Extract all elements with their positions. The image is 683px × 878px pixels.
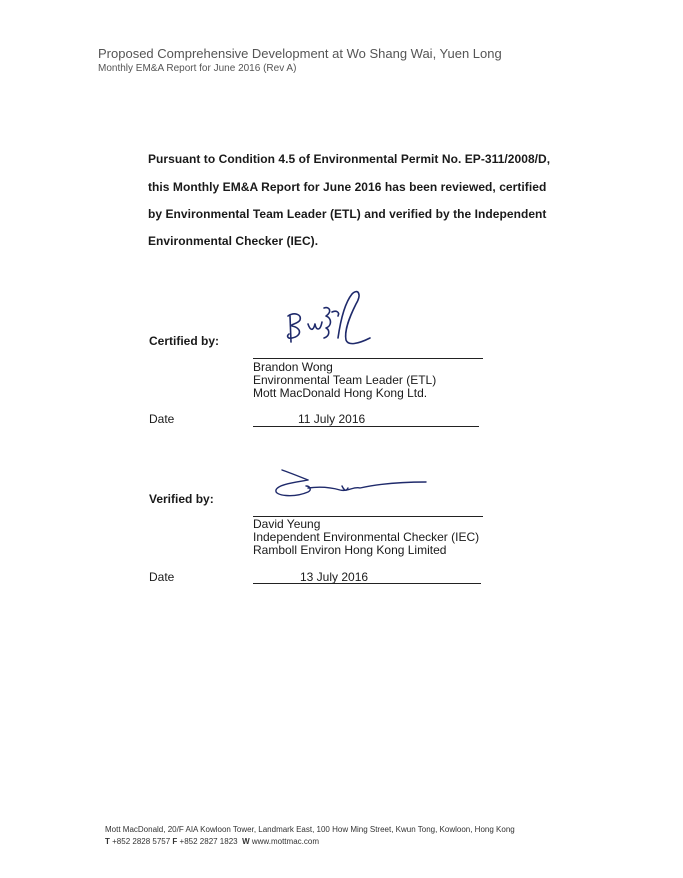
- statement-line-1: Pursuant to Condition 4.5 of Environmental Permit No. EP-311/2008/D,: [148, 152, 551, 166]
- etl-name: Brandon Wong: [253, 360, 333, 374]
- footer-web-label: W: [242, 837, 250, 846]
- statement-line-3: by Environmental Team Leader (ETL) and verified by the Independent: [148, 207, 547, 221]
- verified-date-line: [253, 583, 481, 584]
- verified-date-value: 13 July 2016: [300, 570, 369, 584]
- footer-phone-label: T: [105, 837, 110, 846]
- footer-address: Mott MacDonald, 20/F AIA Kowloon Tower, Landmark East, 100 How Ming Street, Kwun Tong, Kowloon, Hong Kong: [105, 825, 515, 834]
- footer-fax-label: F: [172, 837, 178, 846]
- certified-by-label: Certified by:: [149, 334, 220, 348]
- certified-date-label: Date: [149, 412, 175, 426]
- document-header-title: Proposed Comprehensive Development at Wo Shang Wai, Yuen Long: [98, 46, 502, 61]
- etl-role: Environmental Team Leader (ETL): [253, 373, 437, 387]
- iec-role: Independent Environmental Checker (IEC): [253, 530, 480, 544]
- iec-company: Ramboll Environ Hong Kong Limited: [253, 543, 447, 557]
- certified-date-line: [253, 426, 479, 427]
- footer-contact: [105, 837, 319, 846]
- document-header-subtitle: Monthly EM&A Report for June 2016 (Rev A): [98, 63, 297, 74]
- footer-fax: +852 2827 1823: [179, 837, 238, 846]
- verified-by-label: Verified by:: [149, 492, 214, 506]
- iec-signature: [268, 466, 433, 506]
- etl-company: Mott MacDonald Hong Kong Ltd.: [253, 386, 428, 400]
- statement-line-4: Environmental Checker (IEC).: [148, 234, 319, 248]
- certified-date-value: 11 July 2016: [298, 412, 366, 426]
- certified-signature-line: [253, 358, 483, 359]
- footer-phone: +852 2828 5757: [112, 837, 171, 846]
- etl-signature: [280, 286, 390, 352]
- footer-website-link[interactable]: www.mottmac.com: [251, 837, 319, 846]
- iec-name: David Yeung: [253, 517, 321, 531]
- statement-line-2: this Monthly EM&A Report for June 2016 has been reviewed, certified: [148, 180, 547, 194]
- verified-date-label: Date: [149, 570, 175, 584]
